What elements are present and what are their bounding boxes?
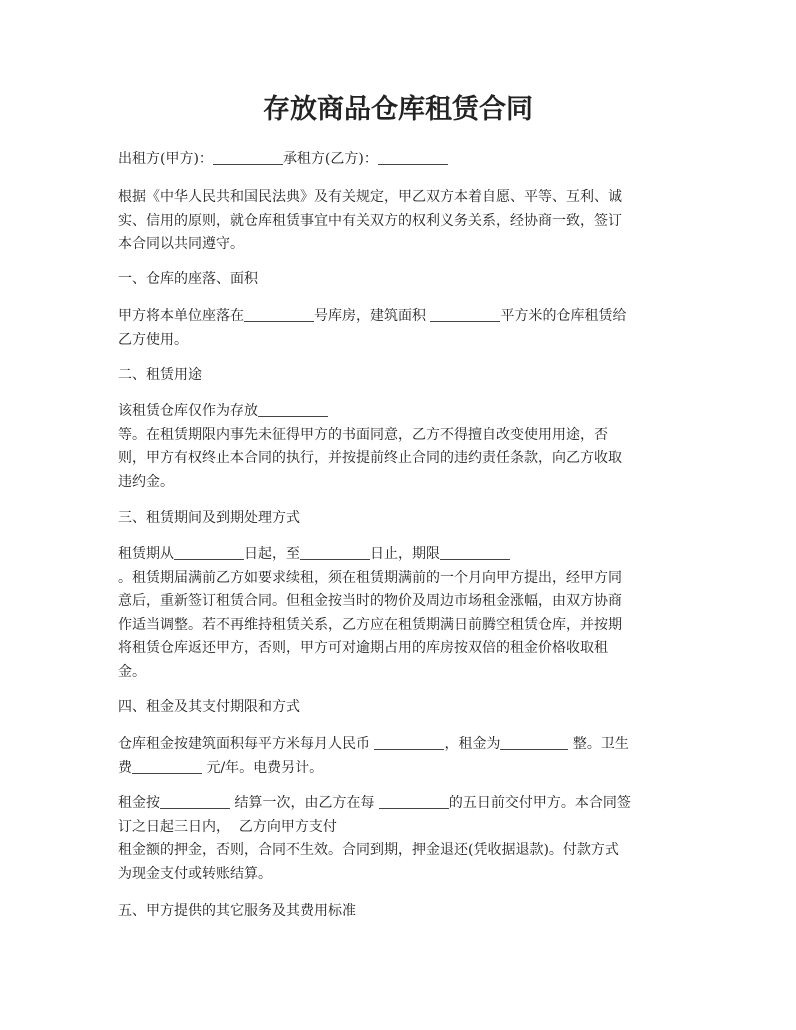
section4-text-g: 结算一次，由乙方在每: [230, 795, 379, 811]
section4-text-h: 的五日前交付甲方。本合同签: [448, 795, 631, 811]
section1-text-b: 号库房，建筑面积: [314, 308, 431, 324]
section4-text-f: 租金按: [118, 795, 160, 811]
section3-line: 将租赁仓库返还甲方，否则，甲方可对逾期占用的库房按双倍的租金价格收取租: [118, 640, 608, 656]
section3-paragraph: [118, 543, 688, 684]
section4-heading: 四、租金及其支付期限和方式: [118, 699, 300, 715]
preamble-line: 根据《中华人民共和国民法典》及有关规定，甲乙双方本着自愿、平等、互利、诚: [118, 189, 622, 205]
section4-text-a: 仓库租金按建筑面积每平方米每月人民币: [118, 736, 375, 752]
section2-line: 则，甲方有权终止本合同的执行，并按提前终止合同的违约责任条款，向乙方收取: [118, 450, 622, 466]
section2-text: 该租赁仓库仅作为存放: [118, 403, 258, 419]
section3-line: 作适当调整。若不再维持租赁关系，乙方应在租赁期满日前腾空租赁仓库，并按期: [118, 616, 622, 633]
warehouse-number-blank: [244, 307, 314, 322]
section4-line: 订之日起三日内， 乙方向甲方支付: [118, 818, 337, 835]
end-date-blank: [300, 545, 370, 560]
section3-text-a: 租赁期从: [118, 546, 174, 562]
settlement-period-blank: [160, 794, 230, 809]
section3-heading: 三、租赁期间及到期处理方式: [118, 510, 300, 526]
preamble-line: 实、信用的原则，就仓库租赁事宜中有关双方的权利义务关系，经协商一致，签订: [118, 212, 622, 229]
section5-heading: 五、甲方提供的其它服务及其费用标准: [118, 903, 356, 919]
lessor-label: 出租方(甲方)：: [118, 151, 213, 167]
section2-paragraph: [118, 400, 688, 494]
unit-price-blank: [374, 735, 444, 750]
section4-line: 租金额的押金，否则，合同不生效。合同到期，押金退还(凭收据退款)。付款方式: [118, 842, 619, 858]
section1-text-c: 平方米的仓库租赁给: [500, 308, 627, 324]
section4-paragraph2: [118, 792, 688, 886]
section1-text-a: 甲方将本单位座落在: [118, 308, 244, 324]
section3-line: 意后，重新签订租赁合同。但租金按当时的物价及周边市场租金涨幅，由双方协商: [118, 593, 622, 609]
preamble-paragraph: [118, 186, 688, 257]
section3-text-c: 日止，期限: [370, 546, 440, 562]
section2-line: 违约金。: [118, 473, 174, 490]
section4-text-e: 元/年。电费另计。: [202, 759, 324, 776]
area-blank: [430, 307, 500, 322]
lessee-label: 承租方(乙方)：: [282, 151, 378, 167]
sanitation-fee-blank: [132, 759, 202, 774]
lessee-blank: [378, 150, 448, 165]
section4-text-c: 整。卫生: [568, 736, 629, 752]
section4-text-b: ，租金为: [444, 736, 501, 752]
section3-line: 金。: [118, 663, 146, 680]
section1-heading: 一、仓库的座落、面积: [118, 271, 258, 287]
section4-paragraph1: [118, 733, 688, 780]
section4-line: 为现金支付或转账结算。: [118, 865, 272, 882]
preamble-line: 本合同以共同遵守。: [118, 236, 244, 252]
section3-text-b: 日起，至: [244, 546, 300, 562]
section4-text-d: 费: [118, 759, 132, 776]
section3-line: 。租赁期届满前乙方如要求续租，须在租赁期满前的一个月向甲方提出，经甲方同: [118, 569, 622, 586]
lessor-blank: [213, 150, 283, 165]
payment-period-blank: [379, 794, 449, 809]
section2-line: 等。在租赁期限内事先未征得甲方的书面同意，乙方不得擅自改变使用用途，否: [118, 426, 608, 443]
document-title: 存放商品仓库租赁合同: [263, 94, 533, 125]
section1-paragraph: [118, 305, 688, 352]
section1-line2: 乙方使用。: [118, 331, 188, 348]
term-blank: [440, 545, 510, 560]
section2-heading: 二、租赁用途: [118, 367, 202, 383]
parties-line: [118, 148, 688, 172]
rent-amount-blank: [500, 735, 568, 750]
storage-goods-blank: [258, 402, 328, 417]
start-date-blank: [174, 545, 244, 560]
